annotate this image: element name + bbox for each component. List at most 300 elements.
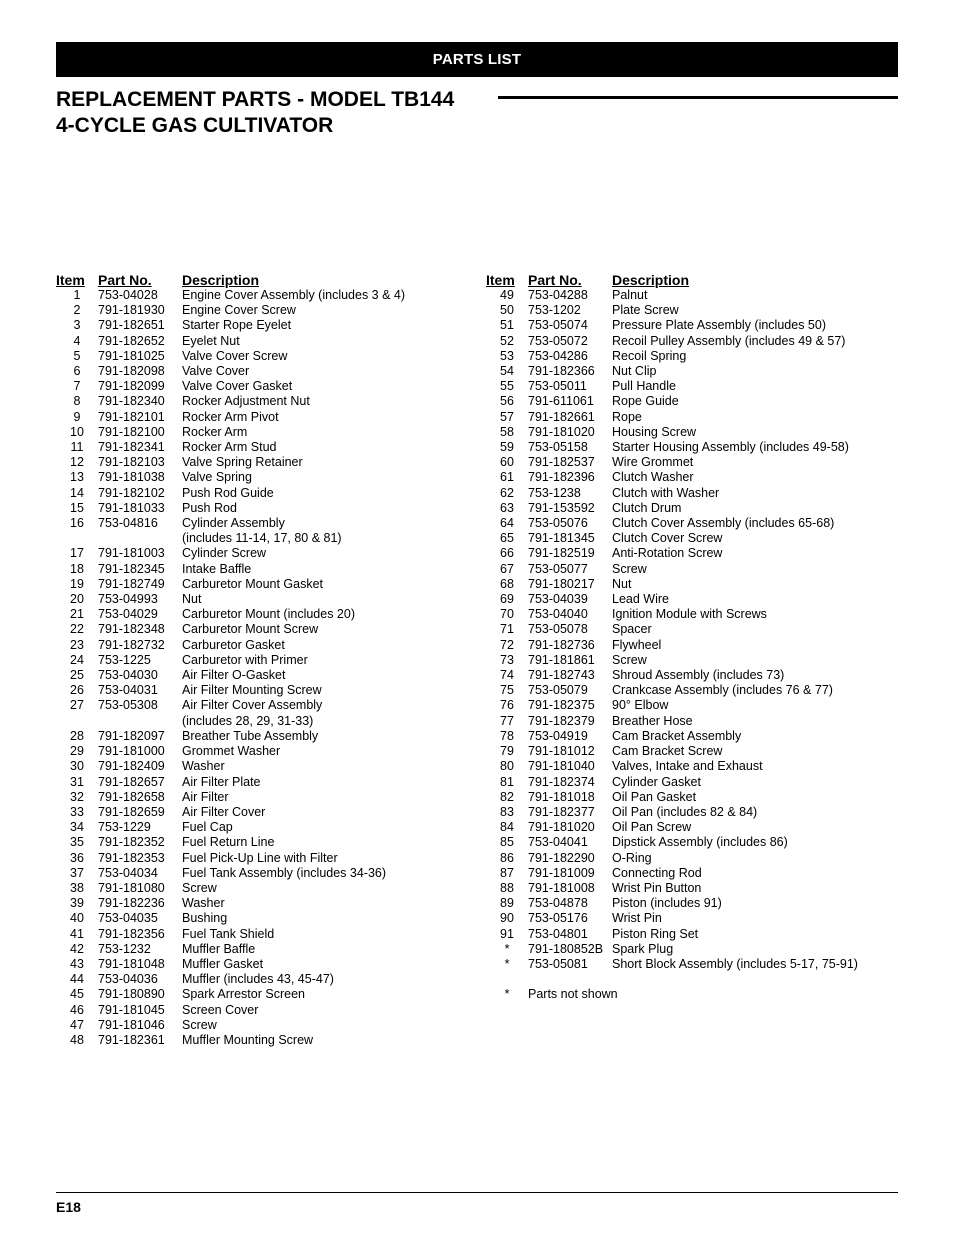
part-description [612, 759, 858, 774]
table-row [56, 683, 405, 698]
description-line: Spark Plug [612, 941, 674, 956]
description-line: Valve Spring [182, 470, 252, 485]
description-line: Wrist Pin [612, 911, 662, 926]
part-number: 753-1238 [528, 485, 581, 500]
item-number: 38 [70, 880, 84, 895]
part-description [612, 714, 858, 729]
item-number: 8 [73, 394, 81, 409]
item-number: 57 [500, 409, 514, 424]
table-row [56, 501, 405, 516]
table-row [56, 896, 405, 911]
table-row [56, 927, 405, 942]
table-row [486, 820, 858, 835]
item-number: * [504, 941, 510, 956]
part-number: 791-182353 [98, 850, 165, 865]
item-number: 61 [500, 470, 514, 485]
part-description [612, 486, 858, 501]
table-row [486, 607, 858, 622]
part-number: 753-1229 [98, 820, 151, 835]
part-description [612, 501, 858, 516]
part-number: 791-181008 [528, 880, 595, 895]
part-description [612, 744, 858, 759]
item-number: 20 [70, 592, 84, 607]
description-line: Spacer [612, 622, 652, 637]
description-line: Spark Arrestor Screen [182, 987, 305, 1002]
part-description [612, 455, 858, 470]
item-number: 13 [70, 470, 84, 485]
part-number: 753-04028 [98, 288, 158, 302]
description-line: Rope Guide [612, 394, 679, 409]
part-description [182, 1003, 405, 1018]
description-line: Valves, Intake and Exhaust [612, 759, 763, 774]
description-line: Clutch Cover Assembly (includes 65-68) [612, 516, 835, 531]
part-description [182, 486, 405, 501]
description-line: Carburetor with Primer [182, 652, 308, 667]
part-description [612, 562, 858, 577]
table-row [486, 410, 858, 425]
item-number: 58 [500, 424, 514, 439]
part-number: 791-153592 [528, 500, 595, 515]
part-description [612, 729, 858, 744]
part-description [182, 440, 405, 455]
footer-rule [56, 1192, 898, 1193]
table-row [486, 455, 858, 470]
description-line: Anti-Rotation Screw [612, 546, 723, 561]
part-description [182, 972, 405, 987]
part-description [612, 638, 858, 653]
description-line: Rocker Adjustment Nut [182, 394, 310, 409]
part-number: 753-04031 [98, 683, 158, 698]
item-number: 60 [500, 455, 514, 470]
part-description [182, 896, 405, 911]
part-description [182, 622, 405, 637]
description-line: Rocker Arm [182, 424, 248, 439]
part-number: 753-05079 [528, 683, 588, 698]
description-line: Screen Cover [182, 1002, 259, 1017]
table-row [486, 866, 858, 881]
table-row [56, 790, 405, 805]
item-number: 9 [73, 409, 81, 424]
table-row [56, 957, 405, 972]
item-number: 31 [70, 774, 84, 789]
part-description [612, 805, 858, 820]
item-number: 1 [73, 288, 81, 302]
part-number: 791-182345 [98, 561, 165, 576]
part-description [182, 683, 405, 698]
part-description [612, 622, 858, 637]
description-line: Air Filter [182, 789, 229, 804]
table-row [486, 622, 858, 637]
item-number: 19 [70, 576, 84, 591]
part-description [612, 531, 858, 546]
description-line: Fuel Tank Shield [182, 926, 275, 941]
description-line: Clutch with Washer [612, 485, 720, 500]
description-line: Plate Screw [612, 303, 679, 318]
part-number: 791-182101 [98, 409, 165, 424]
item-number: 34 [70, 820, 84, 835]
part-description [182, 470, 405, 485]
item-number: 55 [500, 379, 514, 394]
part-number: 791-182103 [98, 455, 165, 470]
section-header-bar [56, 42, 898, 77]
item-number: 65 [500, 531, 514, 546]
part-description [182, 698, 405, 728]
column-header-item: Item [56, 272, 85, 288]
description-line: Nut [612, 576, 632, 591]
part-description [182, 866, 405, 881]
table-header-row [56, 271, 405, 288]
part-description [182, 379, 405, 394]
part-number: 791-181080 [98, 880, 165, 895]
part-description [612, 790, 858, 805]
part-description [182, 455, 405, 470]
table-row [486, 668, 858, 683]
part-description [612, 775, 858, 790]
part-number: 753-05072 [528, 333, 588, 348]
part-description [612, 698, 858, 713]
parts-list-right [486, 288, 858, 972]
part-number: 791-182341 [98, 440, 165, 455]
description-line: Fuel Tank Assembly (includes 34-36) [182, 865, 387, 880]
part-number: 791-182658 [98, 789, 165, 804]
item-number: 47 [70, 1017, 84, 1032]
part-description [612, 957, 858, 972]
part-description [182, 790, 405, 805]
part-number: 791-181000 [98, 744, 165, 759]
description-line: Engine Cover Assembly (includes 3 & 4) [182, 288, 406, 302]
part-description [612, 866, 858, 881]
item-number: 75 [500, 683, 514, 698]
table-row [56, 942, 405, 957]
item-number: 50 [500, 303, 514, 318]
description-line: Pull Handle [612, 379, 676, 394]
item-number: 88 [500, 880, 514, 895]
description-line: Carburetor Gasket [182, 637, 285, 652]
part-description [182, 729, 405, 744]
part-description [182, 820, 405, 835]
part-number: 753-04036 [98, 972, 158, 987]
description-line: Cylinder Gasket [612, 774, 701, 789]
description-line: Breather Tube Assembly [182, 728, 319, 743]
part-number: 753-04030 [98, 668, 158, 683]
part-description [182, 775, 405, 790]
part-description [612, 318, 858, 333]
description-line: Valve Spring Retainer [182, 455, 303, 470]
description-line: Fuel Return Line [182, 835, 275, 850]
table-row [486, 835, 858, 850]
part-description [612, 546, 858, 561]
part-number: 791-182652 [98, 333, 165, 348]
table-row [56, 759, 405, 774]
part-description [612, 577, 858, 592]
part-number: 791-181018 [528, 789, 595, 804]
item-number: 2 [73, 303, 81, 318]
part-number: 753-04878 [528, 896, 588, 911]
description-line: Nut [182, 592, 202, 607]
table-row [486, 303, 858, 318]
item-number: 48 [70, 1032, 84, 1047]
parts-column-left [56, 271, 476, 1048]
part-number: 791-182375 [528, 698, 595, 713]
item-number: 79 [500, 744, 514, 759]
table-row [56, 638, 405, 653]
item-number: 53 [500, 348, 514, 363]
table-row [486, 288, 858, 303]
part-number: 791-181930 [98, 303, 165, 318]
item-number: 86 [500, 850, 514, 865]
description-line: Starter Housing Assembly (includes 49-58) [612, 440, 849, 455]
table-row [56, 1033, 405, 1048]
description-line: Piston Ring Set [612, 926, 699, 941]
description-line: Push Rod Guide [182, 485, 274, 500]
description-line: Housing Screw [612, 424, 697, 439]
part-description [612, 820, 858, 835]
part-number: 753-04034 [98, 865, 158, 880]
description-line: Rocker Arm Stud [182, 440, 277, 455]
item-number: 3 [73, 318, 81, 333]
part-description [182, 1033, 405, 1048]
table-row [56, 364, 405, 379]
part-number: 753-05011 [528, 379, 587, 394]
table-row [486, 546, 858, 561]
part-description [182, 562, 405, 577]
description-line: Rocker Arm Pivot [182, 409, 279, 424]
table-row [56, 334, 405, 349]
item-number: 10 [70, 424, 84, 439]
table-row [486, 942, 858, 957]
description-line: Carburetor Mount Screw [182, 622, 319, 637]
description-line-continued: (includes 28, 29, 31-33) [182, 713, 314, 728]
description-line: Lead Wire [612, 592, 669, 607]
description-line: Muffler Gasket [182, 956, 264, 971]
description-line: Starter Rope Eyelet [182, 318, 292, 333]
table-row [486, 379, 858, 394]
description-line-continued: (includes 11-14, 17, 80 & 81) [182, 531, 342, 546]
item-number: 80 [500, 759, 514, 774]
item-number: 85 [500, 835, 514, 850]
table-row [56, 744, 405, 759]
table-row [486, 881, 858, 896]
item-number: 83 [500, 804, 514, 819]
item-number: 70 [500, 607, 514, 622]
description-line: Flywheel [612, 637, 662, 652]
description-line: Screw [612, 652, 647, 667]
table-row [486, 425, 858, 440]
part-number: 791-182749 [98, 576, 165, 591]
item-number: * [504, 956, 510, 971]
page-title-line-1: REPLACEMENT PARTS - MODEL TB144 [56, 88, 455, 111]
item-number: 67 [500, 561, 514, 576]
table-row [56, 318, 405, 333]
table-row [486, 486, 858, 501]
table-row [486, 470, 858, 485]
description-line: Carburetor Mount (includes 20) [182, 607, 355, 622]
table-row [486, 957, 858, 972]
part-number: 791-181038 [98, 470, 165, 485]
part-number: 791-181012 [528, 744, 595, 759]
description-line: Bushing [182, 911, 228, 926]
part-description [612, 683, 858, 698]
item-number: 17 [70, 546, 84, 561]
section-title: PARTS LIST [432, 51, 522, 68]
table-row [486, 638, 858, 653]
description-line: Fuel Cap [182, 820, 233, 835]
description-line: Push Rod [182, 500, 237, 515]
description-line: Recoil Pulley Assembly (includes 49 & 57) [612, 333, 846, 348]
item-number: 82 [500, 789, 514, 804]
item-number: 24 [70, 652, 84, 667]
description-line: Recoil Spring [612, 348, 687, 363]
table-row [486, 440, 858, 455]
part-description [182, 334, 405, 349]
table-row [56, 470, 405, 485]
item-number: 89 [500, 896, 514, 911]
part-description [182, 668, 405, 683]
description-line: Intake Baffle [182, 561, 252, 576]
table-row [56, 486, 405, 501]
column-header-item: Item [486, 272, 515, 288]
part-description [182, 927, 405, 942]
table-row [56, 881, 405, 896]
part-number: 791-181040 [528, 759, 595, 774]
item-number: 46 [70, 1002, 84, 1017]
item-number: 54 [500, 364, 514, 379]
item-number: 90 [500, 911, 514, 926]
item-number: 16 [70, 516, 84, 531]
item-number: 15 [70, 500, 84, 515]
part-number: 753-05076 [528, 516, 588, 531]
part-number: 753-04029 [98, 607, 158, 622]
item-number: 77 [500, 713, 514, 728]
table-row [486, 759, 858, 774]
part-description [182, 957, 405, 972]
part-description [182, 318, 405, 333]
table-row [486, 744, 858, 759]
table-row [486, 896, 858, 911]
item-number: 5 [73, 348, 81, 363]
part-number: 791-182659 [98, 804, 165, 819]
part-description [612, 516, 858, 531]
column-header-description: Description [612, 272, 690, 288]
part-number: 791-181009 [528, 865, 595, 880]
description-line: Dipstick Assembly (includes 86) [612, 835, 788, 850]
part-description [612, 364, 858, 379]
description-line: Engine Cover Screw [182, 303, 296, 318]
part-number: 791-182736 [528, 637, 595, 652]
table-row [486, 592, 858, 607]
part-number: 791-182396 [528, 470, 595, 485]
part-number: 753-05308 [98, 698, 158, 713]
part-number: 753-1202 [528, 303, 581, 318]
description-line: Eyelet Nut [182, 333, 240, 348]
description-line: 90° Elbow [612, 698, 669, 713]
part-description [182, 835, 405, 850]
description-line: Fuel Pick-Up Line with Filter [182, 850, 338, 865]
description-line: Oil Pan (includes 82 & 84) [612, 804, 758, 819]
table-row [56, 516, 405, 546]
part-description [182, 592, 405, 607]
part-number: 791-182409 [98, 759, 165, 774]
table-row [56, 577, 405, 592]
part-description [612, 927, 858, 942]
part-number: 753-04039 [528, 592, 588, 607]
item-number: 73 [500, 652, 514, 667]
description-line: Washer [182, 759, 225, 774]
part-number: 753-1225 [98, 652, 151, 667]
description-line: Breather Hose [612, 713, 693, 728]
footnote-row [486, 972, 858, 1002]
part-description [612, 607, 858, 622]
part-description [612, 835, 858, 850]
item-number: 21 [70, 607, 84, 622]
part-description [182, 364, 405, 379]
description-line: Carburetor Mount Gasket [182, 576, 324, 591]
column-header-part: Part No. [98, 272, 152, 288]
item-number: 29 [70, 744, 84, 759]
part-number: 791-181033 [98, 500, 165, 515]
part-number: 791-182102 [98, 485, 165, 500]
item-number: 62 [500, 485, 514, 500]
part-number: 791-182661 [528, 409, 595, 424]
table-row [486, 394, 858, 409]
table-row [56, 440, 405, 455]
part-number: 791-182099 [98, 379, 165, 394]
part-description [612, 440, 858, 455]
table-row [56, 835, 405, 850]
item-number: 39 [70, 896, 84, 911]
parts-list-left [56, 288, 405, 1048]
table-row [486, 501, 858, 516]
item-number: 35 [70, 835, 84, 850]
table-row [56, 455, 405, 470]
parts-column-right [486, 271, 898, 1002]
item-number: 78 [500, 728, 514, 743]
part-description [182, 911, 405, 926]
item-number: 63 [500, 500, 514, 515]
table-row [486, 851, 858, 866]
item-number: 69 [500, 592, 514, 607]
description-line: Connecting Rod [612, 865, 702, 880]
part-description [182, 303, 405, 318]
part-number: 791-182519 [528, 546, 595, 561]
description-line: Washer [182, 896, 225, 911]
description-line: Air Filter O-Gasket [182, 668, 286, 683]
description-line: Clutch Drum [612, 500, 682, 515]
part-number: 791-181861 [528, 652, 595, 667]
table-row [56, 546, 405, 561]
item-number: 11 [70, 440, 84, 455]
part-number: 791-180217 [528, 576, 595, 591]
part-description [612, 334, 858, 349]
part-number: 791-182236 [98, 896, 165, 911]
item-number: 87 [500, 865, 514, 880]
table-row [56, 349, 405, 364]
description-line: Wrist Pin Button [612, 880, 702, 895]
part-number: 791-181020 [528, 820, 595, 835]
item-number: 42 [70, 941, 84, 956]
part-number: 753-05077 [528, 561, 588, 576]
page-number: E18 [56, 1199, 81, 1215]
part-number: 791-182379 [528, 713, 595, 728]
part-number: 753-04816 [98, 516, 158, 531]
item-number: 23 [70, 637, 84, 652]
part-number: 791-181345 [528, 531, 595, 546]
description-line: Piston (includes 91) [612, 896, 722, 911]
description-line: Air Filter Plate [182, 774, 261, 789]
description-line: Cylinder Assembly [182, 516, 285, 531]
part-number: 791-181048 [98, 956, 165, 971]
item-number: 28 [70, 728, 84, 743]
